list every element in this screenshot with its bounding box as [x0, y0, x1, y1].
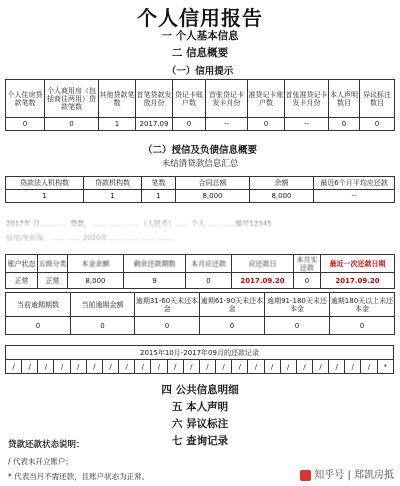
account-value: 正常	[38, 273, 68, 289]
section-query-records: 七 查询记录	[171, 435, 229, 447]
loan-summary-caption: 未结清贷款信息汇总	[161, 159, 239, 169]
summary-header: 贷款机构数	[84, 177, 142, 190]
account-value: 2017.09.20	[232, 273, 294, 289]
account-status-table	[5, 254, 395, 289]
overdue-value: 0	[71, 317, 135, 335]
repayment-record-cell: /	[22, 360, 38, 374]
repayment-record-cell: /	[312, 360, 328, 374]
summary-header: 合同总额	[176, 177, 250, 190]
credit-tips-table	[5, 79, 395, 131]
repayment-record-cell: /	[183, 360, 199, 374]
repayment-record-cell: /	[119, 360, 135, 374]
overdue-value: 0	[330, 317, 395, 335]
legend-line: / 代表未开立账户；	[8, 457, 73, 466]
repayment-record-title: 2015年10月-2017年09月的还款记录	[6, 346, 394, 360]
section-declaration: 五 本人声明	[171, 401, 229, 413]
tips-header: 异议标注数目	[360, 80, 395, 118]
account-header: 账户状态	[6, 255, 38, 273]
account-value: 正常	[6, 273, 38, 289]
overdue-header: 当前逾期金额	[71, 293, 135, 317]
repayment-record-cell: /	[70, 360, 86, 374]
loan-summary-table	[5, 176, 395, 203]
tips-value: 0	[173, 118, 206, 131]
account-header: 应还款日	[232, 255, 294, 273]
overdue-value: 0	[265, 317, 330, 335]
tips-header: 首笔贷款发放月份	[136, 80, 173, 118]
repayment-record-cell: /	[199, 360, 215, 374]
section-dispute: 六 异议标注	[171, 418, 229, 430]
overdue-header: 当前逾期期数	[6, 293, 71, 317]
repayment-record-cell: /	[151, 360, 167, 374]
repayment-record-table	[5, 345, 394, 374]
repayment-record-cell: *	[377, 360, 393, 374]
account-header: 本金余额	[68, 255, 124, 273]
repayment-record-cell: /	[280, 360, 296, 374]
repayment-record-cell: /	[232, 360, 248, 374]
repayment-record-cell: /	[135, 360, 151, 374]
repayment-record-cell: /	[167, 360, 183, 374]
legend-line: * 代表当月不需还款，且账户状态为正常。	[8, 472, 150, 481]
account-value: 9	[124, 273, 186, 289]
overdue-header: 逾期61-90天未还本金	[200, 293, 265, 317]
account-value: 2017.09.20	[321, 273, 395, 289]
account-value: 0	[186, 273, 232, 289]
tips-header: 首张贷记卡发卡月份	[206, 80, 248, 118]
summary-value: 1	[84, 190, 142, 203]
repayment-record-cell: /	[216, 360, 232, 374]
account-header: 五级分类	[38, 255, 68, 273]
tips-header: 本人声明数目	[329, 80, 360, 118]
summary-header: 余额	[250, 177, 314, 190]
tips-header: 其他贷款笔数	[99, 80, 136, 118]
section-basic-info: 一 个人基本信息	[161, 30, 239, 42]
subsection-credit-tips: （一）信用提示	[166, 66, 234, 77]
repayment-record-cell: /	[38, 360, 54, 374]
tips-value: 0	[45, 118, 99, 131]
summary-header: 贷款法人机构数	[6, 177, 84, 190]
summary-value: --	[314, 190, 395, 203]
account-header: 剩余还款期数	[124, 255, 186, 273]
subsection-credit-debt: （二）授信及负债信息概要	[142, 145, 257, 156]
repayment-record-cell: /	[102, 360, 118, 374]
watermark-text: 知乎号 | 郑凯房抵	[314, 470, 394, 481]
repayment-record-cell: /	[6, 360, 22, 374]
overdue-header: 逾期31-60天未还本金	[135, 293, 200, 317]
tips-value: 0	[360, 118, 395, 131]
section-summary: 二 信息概要	[171, 47, 229, 59]
overdue-header: 逾期91-180天未还本金	[265, 293, 330, 317]
watermark	[300, 466, 394, 481]
summary-value: 8,000	[250, 190, 314, 203]
tips-value: 1	[99, 118, 136, 131]
repayment-record-cell: /	[86, 360, 102, 374]
tips-header: 准贷记卡账户数	[248, 80, 285, 118]
overdue-value: 0	[200, 317, 265, 335]
overdue-table	[5, 292, 395, 335]
tips-value: 2017.09	[136, 118, 173, 131]
account-header: 本月应还款	[186, 255, 232, 273]
tips-header: 个人商用房（包括商住两用）贷款笔数	[45, 80, 99, 118]
repayment-record-cell: /	[264, 360, 280, 374]
tips-header: 首张准贷记卡发卡月份	[285, 80, 329, 118]
repayment-record-cell: /	[345, 360, 361, 374]
repayment-record-cell: /	[54, 360, 70, 374]
tips-value: --	[206, 118, 248, 131]
account-header: 本月实还款	[294, 255, 321, 273]
overdue-value: 0	[6, 317, 71, 335]
repayment-record-cell: /	[296, 360, 312, 374]
tips-value: 0	[6, 118, 45, 131]
summary-value: 1	[142, 190, 176, 203]
repayment-record-cell: /	[248, 360, 264, 374]
overdue-value: 0	[135, 317, 200, 335]
tips-value: 0	[329, 118, 360, 131]
report-title: 个人信用报告	[137, 6, 263, 30]
legend-title: 贷款还款状态说明：	[8, 440, 85, 450]
tips-header: 个人住房贷款笔数	[6, 80, 45, 118]
tips-value: --	[285, 118, 329, 131]
tips-header: 贷记卡账户数	[173, 80, 206, 118]
account-value: 8,000	[68, 273, 124, 289]
zhihu-logo-icon	[300, 470, 311, 481]
overdue-header: 逾期180天以上未还本金	[330, 293, 395, 317]
tips-value: 0	[248, 118, 285, 131]
summary-header: 最近6个月平均应还款	[314, 177, 395, 190]
repayment-record-cell: /	[361, 360, 377, 374]
summary-header: 笔数	[142, 177, 176, 190]
summary-value: 8,000	[176, 190, 250, 203]
account-header: 最近一次还款日期	[321, 255, 395, 273]
repayment-record-cell: /	[329, 360, 345, 374]
summary-value: 1	[6, 190, 84, 203]
section-public-info: 四 公共信息明细	[161, 384, 239, 396]
account-value: 0	[294, 273, 321, 289]
